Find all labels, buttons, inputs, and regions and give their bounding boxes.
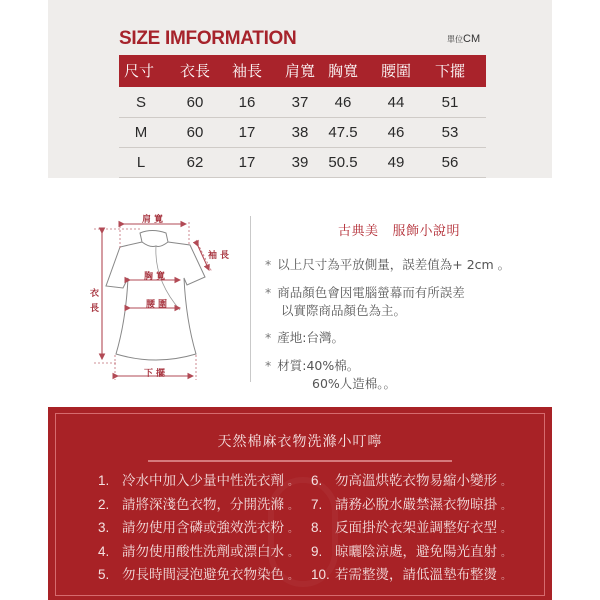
note-item: * 以上尺寸為平放側量，誤差值為+ 2cm 。 [265,257,511,272]
cell: 17 [238,154,256,171]
care-title: 天然棉麻衣物洗滌小叮嚀 [217,434,383,450]
cell: 16 [238,94,256,111]
header-length: 衣長 [179,62,211,80]
label-chest: 胸寬 [144,272,169,282]
washing-care-panel [48,407,552,600]
label-length-top: 衣 [90,289,100,299]
care-title-rule [148,460,452,462]
care-item: 7. 請務必脫水嚴禁濕衣物晾掛 。 [311,496,511,513]
care-item: 5. 勿長時間浸泡避免衣物染色 。 [98,567,298,583]
header-size: 尺寸 [123,62,155,80]
header-hem: 下擺 [434,62,466,80]
cell: 38 [291,124,309,141]
asterisk-icon: * [265,257,272,272]
label-length-bottom: 長 [90,304,100,314]
care-item: 1. 冷水中加入少量中性洗衣劑 。 [98,473,298,489]
care-item: 9. 晾曬陰涼處，避免陽光直射 。 [311,543,511,560]
header-waist: 腰圍 [380,62,412,80]
note-item: * 材質:40%棉。 60%人造棉。。 [265,358,397,391]
cell: 46 [334,94,352,111]
notes-title-sub: 服飾小說明 [392,224,461,239]
size-row-m [119,118,486,148]
asterisk-icon: * [265,358,272,373]
cell: 46 [387,124,405,141]
care-item: 4. 請勿使用酸性洗劑或漂白水 。 [98,543,298,560]
cell: 53 [441,124,459,141]
unit-label-cm: CM [463,33,481,45]
care-list-right [311,469,511,587]
label-shoulder: 肩寬 [142,215,167,225]
cell: 51 [441,94,459,111]
cell: 47.5 [328,124,358,141]
note-item: * 商品顏色會因電腦螢幕而有所誤差 以實際商品顏色為主。 [265,285,465,318]
cell: 60 [186,124,204,141]
cell: 44 [387,94,405,111]
care-item: 6. 勿高溫烘乾衣物易縮小變形 。 [311,473,511,489]
size-row-l [119,148,486,178]
label-waist: 腰圍 [146,300,171,310]
care-item: 10. 若需整燙，請低溫墊布整燙 。 [311,567,511,583]
notes-title [338,220,460,239]
care-item: 2. 請將深淺色衣物，分開洗滌 。 [98,496,298,513]
unit-label [447,33,480,45]
label-hem: 下擺 [144,369,169,379]
cell: 60 [186,94,204,111]
unit-label-zh: 單位 [447,35,463,44]
cell: L [136,154,146,171]
header-shoulder: 肩寬 [284,62,316,80]
label-sleeve: 袖長 [208,251,233,261]
garment-measurement-diagram [80,200,250,390]
size-information-title: SIZE IMFORMATION [119,28,297,49]
size-table-header [119,55,486,87]
cell: 62 [186,154,204,171]
cell: 37 [291,94,309,111]
care-list-left [98,469,298,587]
cell: M [134,124,148,141]
asterisk-icon: * [265,330,272,345]
note-item: * 產地:台灣。 [265,330,344,345]
cell: 50.5 [328,154,358,171]
notes-title-brand: 古典美 [338,224,379,239]
dress-outline-icon [80,200,250,390]
cell: 56 [441,154,459,171]
care-item: 8. 反面掛於衣架並調整好衣型 。 [311,520,511,536]
cell: S [135,94,147,111]
header-sleeve: 袖長 [231,62,263,80]
cell: 39 [291,154,309,171]
cell: 17 [238,124,256,141]
vertical-divider [250,216,251,382]
care-item: 3. 請勿使用含磷或強效洗衣粉 。 [98,520,298,536]
cell: 49 [387,154,405,171]
asterisk-icon: * [265,285,272,300]
header-chest: 胸寬 [327,62,359,80]
size-row-s [119,88,486,118]
